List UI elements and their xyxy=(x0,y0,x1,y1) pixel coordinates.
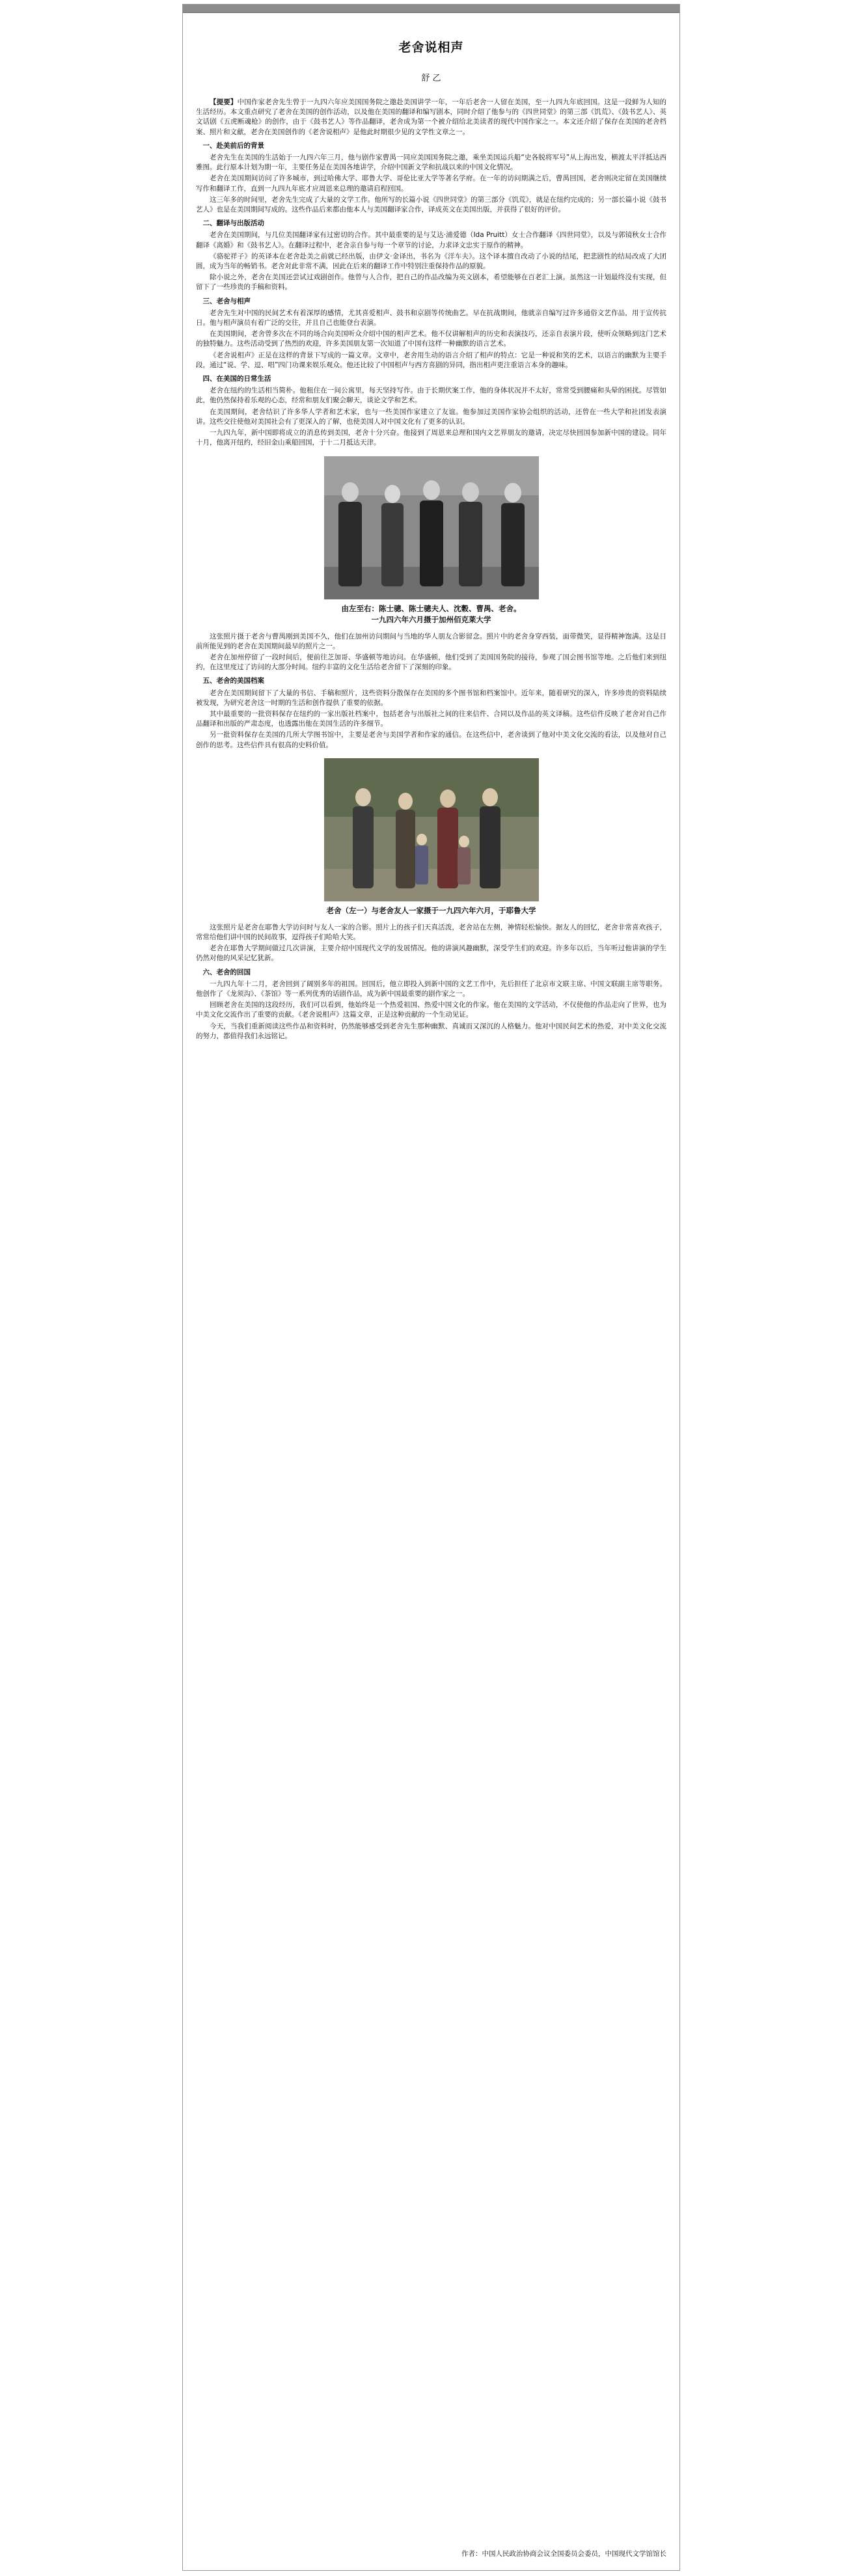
paragraph: 这三年多的时间里，老舍先生完成了大量的文学工作。他所写的长篇小说《四世同堂》的第三部分《饥荒》，就是在纽约完成的；另一部长篇小说《鼓书艺人》也是在美国期间写成的。这些作品后来都由他本人与美国翻译家合作，译成英文在美国出版，并获得了很好的评价。 xyxy=(196,195,666,214)
section5-body xyxy=(196,689,666,750)
photo-family-group xyxy=(324,758,539,901)
abstract-label: 【提要】 xyxy=(210,98,238,106)
paragraph: 在美国期间，老舍结识了许多华人学者和艺术家，也与一些美国作家建立了友谊。他参加过美国作家协会组织的活动，还曾在一些大学和社团发表演讲。这些交往使他对美国社会有了更深入的了解，也使美国人对中国文化有了更多的认识。 xyxy=(196,407,666,426)
paragraph: 除小说之外，老舍在美国还尝试过戏剧创作。他曾与人合作，把自己的作品改编为英文剧本，希望能够在百老汇上演。虽然这一计划最终没有实现，但留下了一些珍贵的手稿和资料。 xyxy=(196,273,666,292)
paragraph: 老舍在美国期间留下了大量的书信、手稿和照片，这些资料分散保存在美国的多个图书馆和档案馆中。近年来，随着研究的深入，许多珍贵的资料陆续被发现，为研究老舍这一时期的生活和创作提供了重要的依据。 xyxy=(196,689,666,707)
photo2-caption: 老舍（左一）与老舍友人一家摄于一九四六年六月，于耶鲁大学 xyxy=(326,905,536,915)
paragraph: 这张照片摄于老舍与曹禺刚到美国不久，他们在加州访问期间与当地的华人朋友合影留念。照片中的老舍身穿西装，面带微笑，显得精神饱满。这是目前所能见到的老舍在美国期间最早的照片之一。 xyxy=(196,632,666,650)
paragraph: 另一批资料保存在美国的几所大学图书馆中，主要是老舍与美国学者和作家的通信。在这些信中，老舍谈到了他对中美文化交流的看法，以及他对自己创作的思考。这些信件具有很高的史料价值。 xyxy=(196,731,666,749)
paragraph: 《老舍说相声》正是在这样的背景下写成的一篇文章。文章中，老舍用生动的语言介绍了相声的特点：它是一种说和笑的艺术，以语言的幽默为主要手段，通过“说、学、逗、唱”四门功课来娱乐观众。他还比较了中国相声与西方喜剧的异同，指出相声更注重语言本身的趣味。 xyxy=(196,351,666,369)
top-bar xyxy=(183,5,679,13)
photo1-caption-line2: 一九四六年六月摄于加州佰克莱大学 xyxy=(371,614,491,624)
paragraph: 老舍在美国期间访问了许多城市，到过哈佛大学、耶鲁大学、哥伦比亚大学等著名学府。在一年的访问期满之后，曹禺回国，老舍则决定留在美国继续写作和翻译工作，直到一九四九年底才应周恩来总理的邀请启程回国。 xyxy=(196,174,666,193)
photo-group-portrait xyxy=(324,456,539,599)
paragraph: 其中最重要的一批资料保存在纽约的一家出版社档案中，包括老舍与出版社之间的往来信件、合同以及作品的英文译稿。这些信件反映了老舍对自己作品翻译和出版的严肃态度，也透露出他在美国生活的许多细节。 xyxy=(196,709,666,728)
paragraph: 老舍在加州停留了一段时间后，便前往芝加哥、华盛顿等地访问。在华盛顿，他们受到了美国国务院的接待，参观了国会图书馆等地。之后他们来到纽约，在这里度过了访问的大部分时间。纽约丰富的文化生活给老舍留下了深刻的印象。 xyxy=(196,653,666,672)
section-heading: 二、翻译与出版活动 xyxy=(202,219,264,228)
paragraph: 老舍先生在美国的生活始于一九四六年三月，他与剧作家曹禺一同应美国国务院之邀，乘坐美国运兵船“史各脱将军号”从上海出发，横渡太平洋抵达西雅图。此行原本计划为期一年，主要任务是在美国各地讲学，介绍中国新文学和抗战以来的中国文化情况。 xyxy=(196,154,666,172)
photo1-caption xyxy=(196,603,666,625)
article-author: 舒 乙 xyxy=(421,74,441,83)
paragraph: 在美国期间，老舍曾多次在不同的场合向美国听众介绍中国的相声艺术。他不仅讲解相声的历史和表演技巧，还亲自表演片段，使听众领略到这门艺术的独特魅力。这些活动受到了热烈的欢迎，许多美国朋友第一次知道了中国有这样一种幽默的语言艺术。 xyxy=(196,330,666,348)
author-footer: 作者：中国人民政治协商会议全国委员会委员，中国现代文学馆馆长 xyxy=(461,2550,666,2558)
photo1-caption-line1: 由左至右：陈士骢、陈士骢夫人、沈穀、曹禺、老舍。 xyxy=(341,603,521,613)
paragraph: 老舍在耶鲁大学期间做过几次讲演，主要介绍中国现代文学的发展情况。他的讲演风趣幽默，深受学生们的欢迎。许多年以后，当年听过他讲演的学生仍然对他的风采记忆犹新。 xyxy=(196,944,666,963)
section6-body xyxy=(196,980,666,1041)
section6-heading: 六、老舍的回国 xyxy=(202,968,251,976)
abstract xyxy=(196,98,666,137)
paragraph: 老舍在美国期间，与几位美国翻译家有过密切的合作。其中最重要的是与艾达·浦爱德（Ida Pruitt）女士合作翻译《四世同堂》，以及与郭镜秋女士合作翻译《离婚》和《鼓书艺人》。在翻译过程中，老舍亲自参与每一个章节的讨论，力求译文忠实于原作的精神。 xyxy=(196,231,666,249)
abstract-text: 中国作家老舍先生曾于一九四六年应美国国务院之邀赴美国讲学一年，一年后老舍一人留在美国，至一九四九年底回国。这是一段鲜为人知的生活经历。本文重点研究了老舍在美国的创作活动，以及他在美国的翻译和编写剧本，同时介绍了他参与的《四世同堂》的第三部《饥荒》、《鼓书艺人》、英文话剧《五虎断魂枪》的创作，由于《鼓书艺人》等作品翻译，老舍成为第一个被介绍给北美读者的现代中国作家之一。本文还介绍了保存在美国的老舍档案、照片和文献，老舍在美国创作的《老舍说相声》是他此时期很少见的文学性文章之一。 xyxy=(196,98,667,136)
paragraph: 老舍先生对中国的民间艺术有着深厚的感情，尤其喜爱相声、鼓书和京剧等传统曲艺。早在抗战期间，他就亲自编写过许多通俗文艺作品，用于宣传抗日。他与相声演员有着广泛的交往，并且自己也能登台表演。 xyxy=(196,308,666,327)
section-heading: 四、在美国的日常生活 xyxy=(202,375,271,383)
paragraph: 《骆驼祥子》的英译本在老舍赴美之前就已经出版，由伊文·金译出，书名为《洋车夫》。这个译本擅自改动了小说的结尾，把悲剧性的结局改成了大团圆，成为当年的畅销书。老舍对此非常不满，因此在后来的翻译工作中特别注重保持作品的原貌。 xyxy=(196,252,666,271)
text-after-photo1 xyxy=(196,632,666,673)
article-body xyxy=(183,98,679,1041)
paragraph: 老舍在纽约的生活相当简朴。他租住在一间公寓里，每天坚持写作。由于长期伏案工作，他的身体状况并不太好，常常受到腰痛和头晕的困扰。尽管如此，他仍然保持着乐观的心态，经常和朋友们聚会聊天，谈论文学和艺术。 xyxy=(196,387,666,405)
section-heading: 三、老舍与相声 xyxy=(202,297,251,305)
article-title: 老舍说相声 xyxy=(398,40,464,55)
paragraph: 这张照片是老舍在耶鲁大学访问时与友人一家的合影。照片上的孩子们天真活泼，老舍站在左侧，神情轻松愉快。据友人的回忆，老舍非常喜欢孩子，常常给他们讲中国的民间故事，逗得孩子们哈哈大笑。 xyxy=(196,923,666,941)
section5-heading: 五、老舍的美国档案 xyxy=(202,677,264,685)
text-after-photo2 xyxy=(196,923,666,964)
paragraph: 今天，当我们重新阅读这些作品和资料时，仍然能够感受到老舍先生那种幽默、真诚而又深沉的人格魅力。他对中国民间艺术的热爱，对中美文化交流的努力，都值得我们永远铭记。 xyxy=(196,1022,666,1040)
section-heading: 一、赴美前后的背景 xyxy=(202,141,264,150)
paragraph: 一九四九年，新中国即将成立的消息传到美国，老舍十分兴奋。他接到了周恩来总理和国内文艺界朋友的邀请，决定尽快回国参加新中国的建设。同年十月，他离开纽约，经旧金山乘船回国，于十二月抵达天津。 xyxy=(196,429,666,447)
paragraph: 回顾老舍在美国的这段经历，我们可以看到，他始终是一个热爱祖国、热爱中国文化的作家。他在美国的文学活动，不仅使他的作品走向了世界，也为中美文化交流作出了重要的贡献。《老舍说相声》这篇文章，正是这种贡献的一个生动见证。 xyxy=(196,1001,666,1019)
page-frame xyxy=(182,4,680,2571)
sections-group-1 xyxy=(196,141,666,448)
paragraph: 一九四九年十二月，老舍回到了阔别多年的祖国。回国后，他立即投入到新中国的文艺工作中，先后担任了北京市文联主席、中国文联副主席等职务。他创作了《龙须沟》、《茶馆》等一系列优秀的话剧作品，成为新中国最重要的剧作家之一。 xyxy=(196,980,666,998)
